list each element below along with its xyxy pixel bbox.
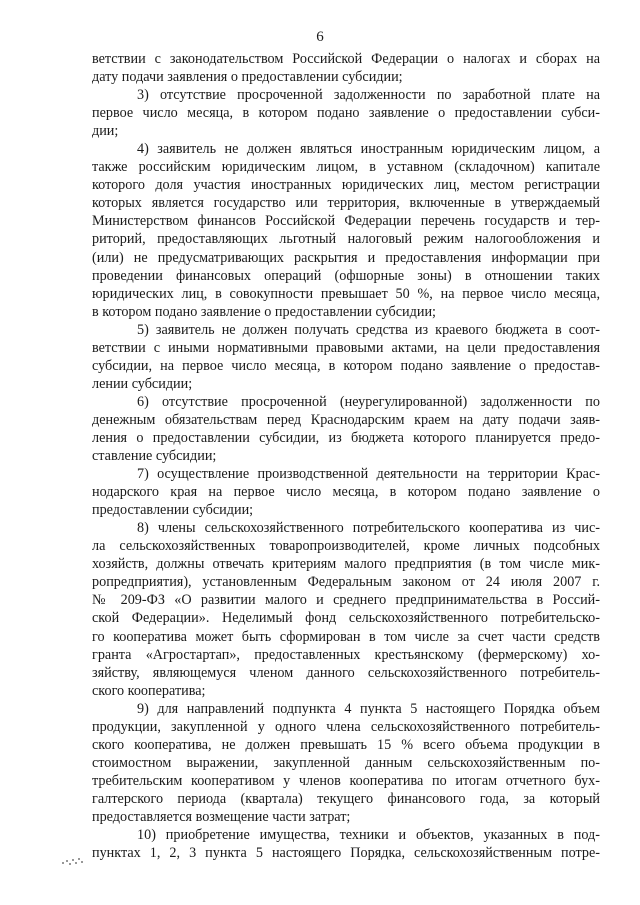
text-line: 3) отсутствие просроченной задолженности по заработной плате на [137, 87, 600, 104]
text-line: ского кооператива, не должен превышать 15 % всего объема продукции в [92, 736, 600, 753]
paragraph [92, 519, 600, 699]
text-line: 7) осуществление производственной деятельности на территории Крас- [137, 466, 600, 483]
paragraph [92, 700, 600, 826]
text-line: хозяйств, должны отвечать критериям малого предприятия (в том числе мик- [92, 556, 600, 573]
text-line: ветствии с законодательством Российской Федерации о налогах и сборах на [92, 51, 600, 67]
text-line: 9) для направлений подпункта 4 пункта 5 настоящего Порядка объем [137, 700, 600, 717]
text-line: гранта «Агростартап», предоставленных крестьянскому (фермерскому) хо- [92, 646, 600, 663]
text-line: (или) не предусматривающих раскрытия и предоставления информации при [92, 249, 600, 266]
text-line: зяйству, являющемуся членом данного сельскохозяйственного потребитель- [92, 664, 600, 681]
text-line: требительским кооперативом у членов кооператива по итогам отчетного бух- [92, 772, 600, 789]
text-line: нодарского края на первое число месяца, в котором подано заявление о [92, 484, 600, 501]
paragraph [92, 140, 600, 320]
text-line: пунктах 1, 2, 3 пункта 5 настоящего Порядка, сельскохозяйственным потре- [92, 845, 600, 862]
text-line: юридических лиц, в совокупности превышает 50 %, на первое число месяца, [92, 285, 600, 302]
text-line: денежным обязательствам перед Краснодарским краем на дату подачи заяв- [92, 411, 600, 428]
paragraph [92, 393, 600, 465]
text-line: ления о предоставлении субсидии, из бюджета которого планируется предо- [92, 429, 600, 446]
text-line: 8) члены сельскохозяйственного потребительского кооператива из чис- [137, 520, 600, 537]
text-line: ветствии с иными нормативными правовыми актами, на цели предоставления [92, 339, 600, 356]
text-line: предоставлении субсидии; [92, 502, 254, 519]
text-line: дии; [92, 123, 119, 140]
text-line: галтерского периода (квартала) текущего финансового года, за который [92, 790, 600, 807]
text-line: которых является государство или территория, включенные в утверждаемый [92, 195, 600, 212]
text-line: в котором подано заявление о предоставлении субсидии; [92, 303, 436, 320]
text-line: дату подачи заявления о предоставлении субсидии; [92, 69, 403, 86]
text-line: проведении финансовых операций (офшорные зоны) в отношении таких [92, 267, 600, 284]
text-line: Министерством финансов Российской Федерации перечень государств и тер- [92, 213, 600, 230]
text-line: ставление субсидии; [92, 448, 217, 465]
text-line: ского кооператива; [92, 682, 206, 699]
text-line: ла сельскохозяйственных товаропроизводителей, кроме личных подсобных [92, 538, 600, 555]
text-line: 6) отсутствие просроченной (неурегулированной) задолженности по [137, 393, 600, 410]
scan-artifact [62, 856, 84, 866]
text-line: 4) заявитель не должен являться иностранным юридическим лицом, а [137, 141, 600, 158]
text-line: риторий, предоставляющих льготный налоговый режим налогообложения и [92, 231, 600, 248]
text-line: 5) заявитель не должен получать средства из краевого бюджета в соот- [137, 321, 600, 338]
paragraph [92, 50, 600, 86]
text-line: также российским юридическим лицом, в уставном (складочном) капитале [92, 159, 600, 176]
text-line: ской Федерации». Неделимый фонд сельскохозяйственного потребительско- [92, 610, 600, 627]
text-line: ропредприятия), установленным Федеральным законом от 24 июля 2007 г. [92, 574, 600, 591]
text-line: стоимостном выражении, закупленной данным сельскохозяйственным по- [92, 754, 600, 771]
paragraph [92, 86, 600, 140]
page-number: 6 [316, 29, 324, 45]
paragraph [92, 465, 600, 519]
text-line: предоставляется возмещение части затрат; [92, 808, 351, 825]
text-line: субсидии, на первое число месяца, в котором подано заявление о предостав- [92, 357, 600, 374]
text-line: лении субсидии; [92, 375, 193, 392]
text-line: первое число месяца, в котором подано заявление о предоставлении субси- [92, 105, 600, 122]
paragraph [92, 321, 600, 393]
document-body [92, 50, 600, 862]
text-line: продукции, закупленной у одного члена сельскохозяйственного потребитель- [92, 718, 600, 735]
paragraph [92, 826, 600, 862]
text-line: которого доля участия иностранных юридических лиц, местом регистрации [92, 177, 600, 194]
text-line: го кооператива может быть сформирован в том числе за счет части средств [92, 628, 600, 645]
text-line: № 209-ФЗ «О развитии малого и среднего предпринимательства в Россий- [92, 592, 600, 609]
text-line: 10) приобретение имущества, техники и объектов, указанных в под- [137, 827, 600, 844]
